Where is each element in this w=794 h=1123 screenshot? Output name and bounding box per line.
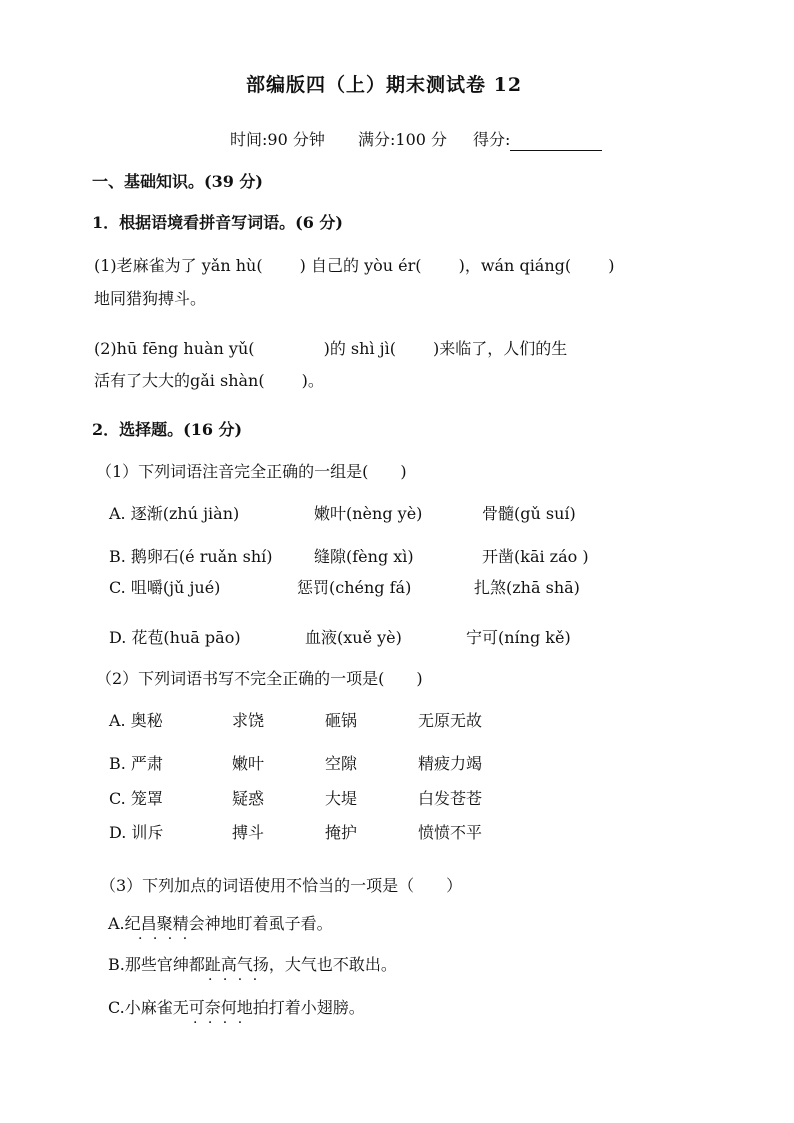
q2-s1-option-c3: 扎煞(zhā shā): [474, 578, 580, 597]
q2-s3-option-b-text: B.那些官绅都趾高气扬，大气也不敢出。 · · · ·: [108, 954, 397, 976]
q2-s1-option-d3: 宁可(níng kě): [466, 628, 571, 647]
q2-s2-option-d2: 搏斗: [232, 823, 265, 842]
q2-s2-option-d4: 愤愤不平: [418, 823, 483, 842]
q1-p1-line1: (1)老麻雀为了 yǎn hù( ) 自己的 yòu ér( )，wán qiáng( ): [94, 256, 615, 275]
q2-s2-option-a2: 求饶: [232, 711, 265, 730]
q1-p2-line2: 活有了大大的gǎi shàn( )。: [94, 371, 324, 390]
q2-s1-option-c1: C. 咀嚼(jǔ jué): [109, 578, 221, 597]
q2-s1-option-c2: 惩罚(chéng fá): [297, 578, 412, 597]
q2-s3-question: （3）下列加点的词语使用不恰当的一项是（ ）: [100, 876, 463, 895]
q2-s2-option-c2: 疑惑: [232, 789, 265, 808]
q2-s1-option-a3: 骨髓(gǔ suí): [482, 504, 576, 523]
q2-s3-option-c-text: C.小麻雀无可奈何地拍打着小翅膀。 · · · ·: [108, 997, 365, 1019]
q2-s2-option-c1: C. 笼罩: [109, 789, 163, 808]
q2-s2-option-b1: B. 严肃: [109, 754, 163, 773]
q2-s2-option-a1: A. 奥秘: [109, 711, 163, 730]
q2-s3-option-a-text: A.纪昌聚精会神地盯着虱子看。 · · · ·: [108, 913, 333, 935]
q2-s2-option-c4: 白发苍苍: [418, 789, 483, 808]
score-blank[interactable]: [510, 134, 602, 151]
page-title: 部编版四（上）期末测试卷 12: [246, 74, 523, 96]
exam-time: 时间:90 分钟: [230, 130, 325, 149]
q2-s1-option-d2: 血液(xuě yè): [305, 628, 402, 647]
q2-s2-option-b3: 空隙: [325, 754, 358, 773]
q2-s1-option-d1: D. 花苞(huā pāo): [109, 628, 241, 647]
q2-s2-question: （2）下列词语书写不完全正确的一项是( ): [96, 669, 423, 688]
q2-s3-option-c: [108, 997, 365, 1019]
q2-s3-option-a: [108, 913, 333, 935]
q2-s1-option-b3: 开凿(kāi záo ): [482, 547, 589, 566]
q2-s2-option-b2: 嫩叶: [232, 754, 265, 773]
q2-s2-option-c3: 大堤: [325, 789, 358, 808]
q2-s1-option-b2: 缝隙(fèng xì): [314, 547, 414, 566]
q1-p1-line2: 地同猎狗搏斗。: [94, 289, 207, 308]
q2-s2-option-b4: 精疲力竭: [418, 754, 483, 773]
q2-s1-option-b1: B. 鹅卵石(é ruǎn shí): [109, 547, 273, 566]
q1-heading: 1．根据语境看拼音写词语。(6 分): [92, 213, 343, 232]
q2-s1-question: （1）下列词语注音完全正确的一组是( ): [96, 462, 407, 481]
q2-s1-option-a2: 嫩叶(nèng yè): [314, 504, 423, 523]
section1-heading: 一、基础知识。(39 分): [92, 172, 263, 191]
q2-s2-option-a4: 无原无故: [418, 711, 483, 730]
exam-score-label: [473, 129, 602, 151]
q2-s1-option-a1: A. 逐渐(zhú jiàn): [109, 504, 240, 523]
q2-s2-option-d1: D. 训斥: [109, 823, 164, 842]
q2-s2-option-a3: 砸锅: [325, 711, 358, 730]
q1-p2-line1: (2)hū fēng huàn yǔ( )的 shì jì( )来临了，人们的生: [94, 339, 568, 358]
q2-s3-option-b: [108, 954, 397, 976]
exam-full-score: 满分:100 分: [358, 130, 448, 149]
q2-s2-option-d3: 掩护: [325, 823, 358, 842]
score-label-text: 得分:: [473, 130, 511, 149]
q2-heading: 2．选择题。(16 分): [92, 420, 243, 439]
